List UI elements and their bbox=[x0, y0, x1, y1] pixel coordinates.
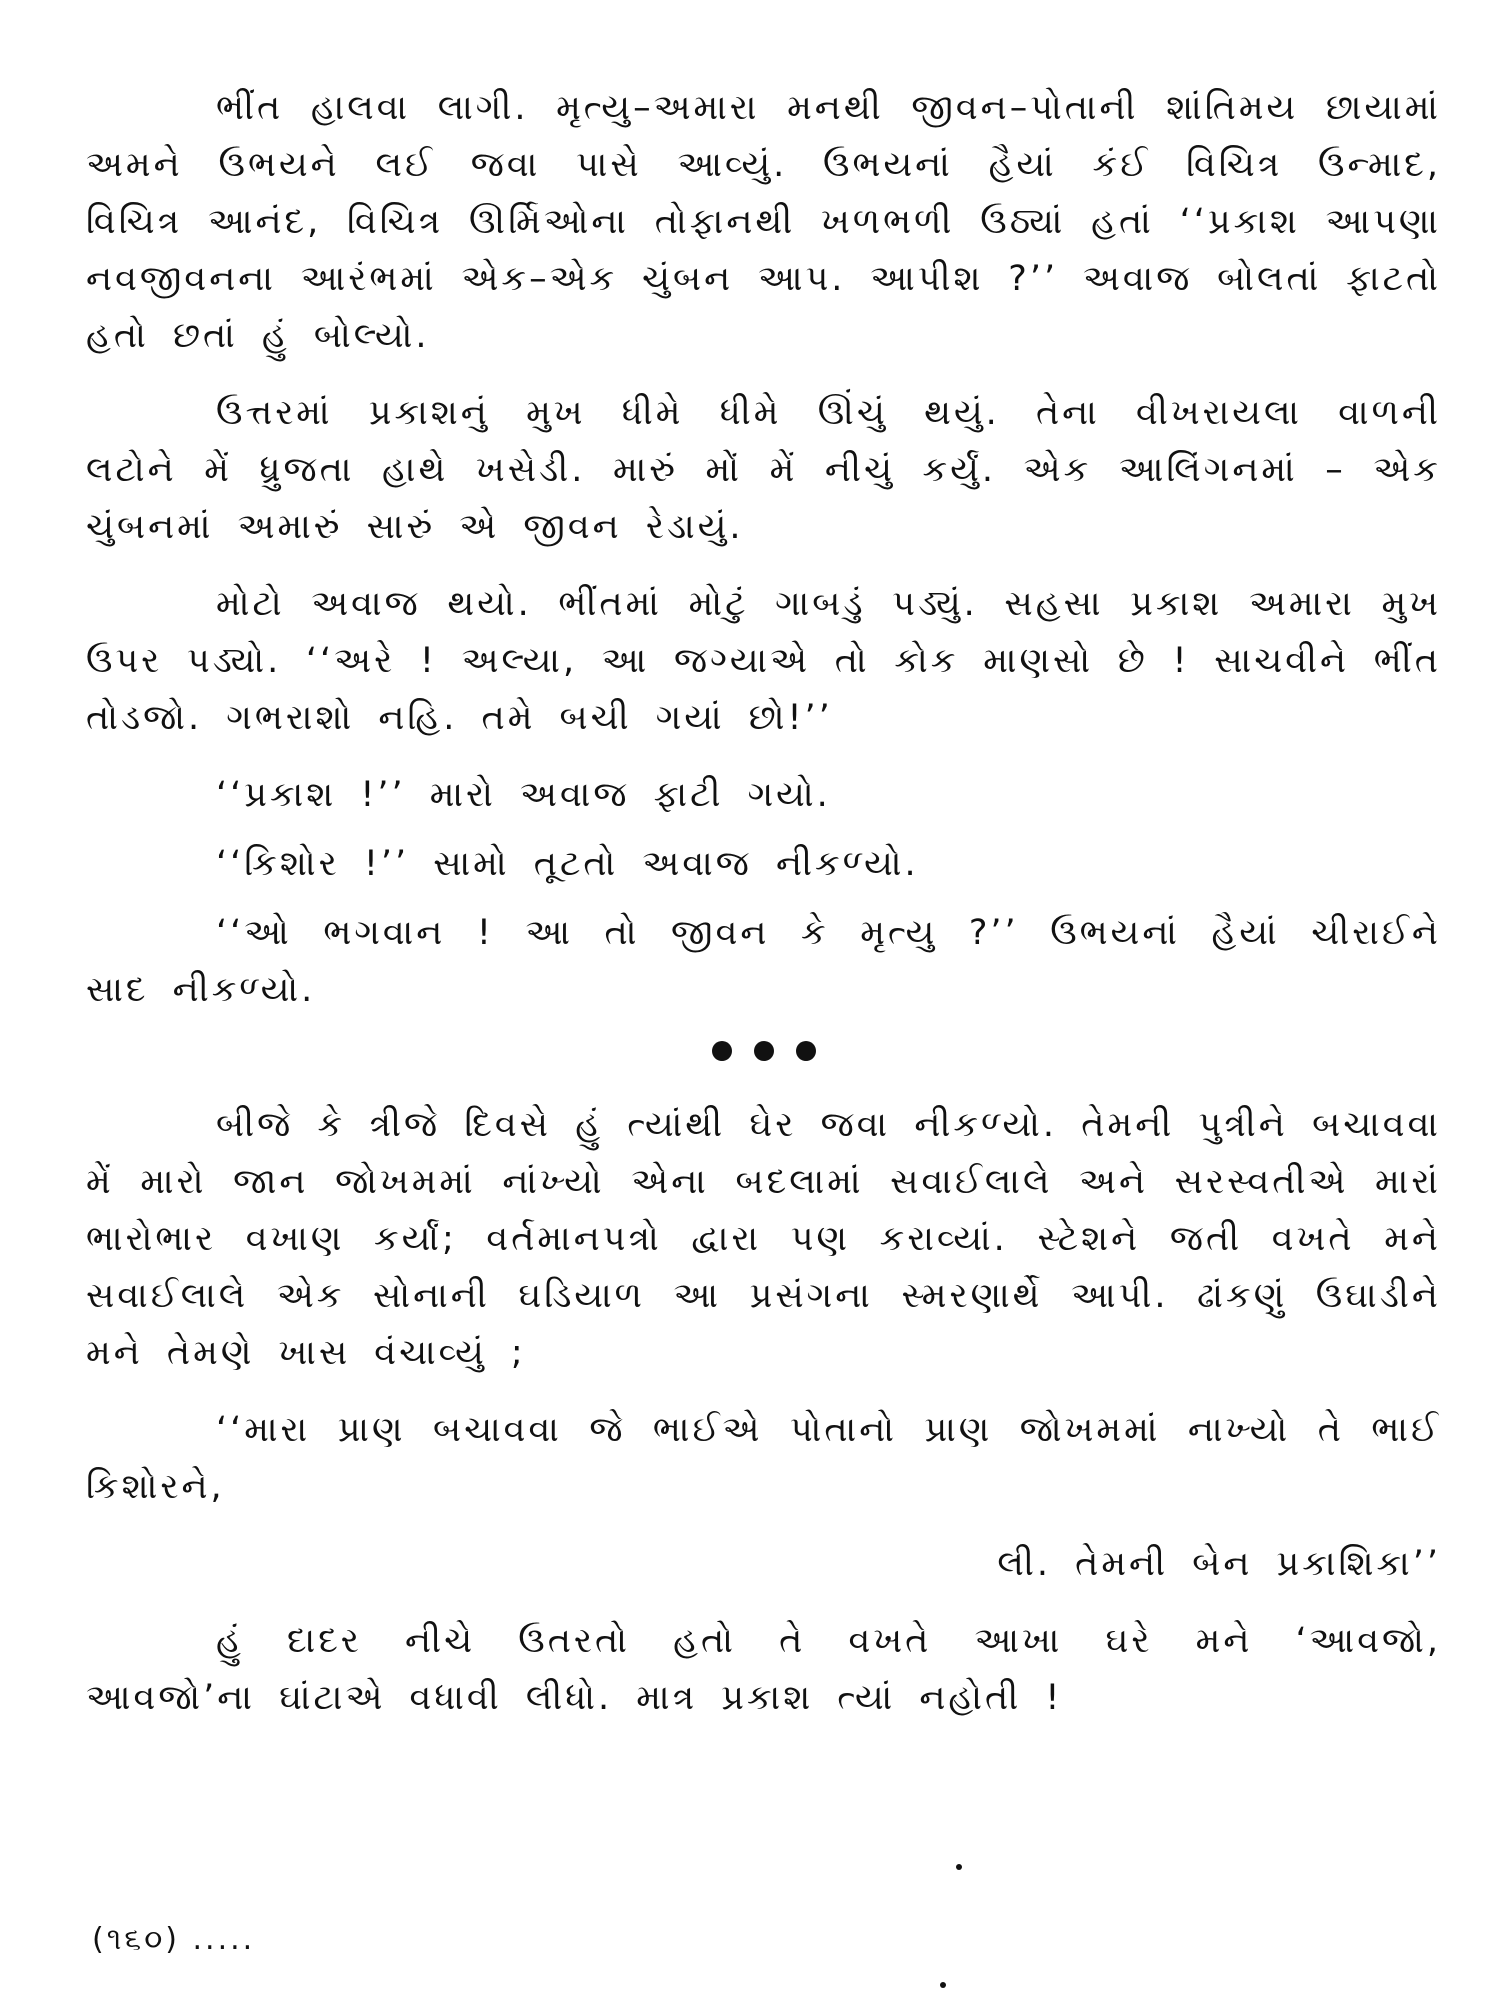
paragraph-wall-shaking: ભીંત હાલવા લાગી. મૃત્યુ–અમારા મનથી જીવન–પોતાની શાંતિમય છાયામાં અમને ઉભયને લઈ જવા પાસે આવ્યું. ઉભયનાં હૈયાં કંઈ વિચિત્ર ઉન્માદ, વિચિત્ર આનંદ, વિચિત્ર ઊર્મિઓના તોફાનથી ખળભળી ઉઠ્યાં હતાં ‘‘પ્રકાશ આપણા નવજીવનના આરંભમાં એક–એક ચુંબન આપ. આપીશ ?’’ અવાજ બોલતાં ફાટતો હતો છતાં હું બોલ્યો. bbox=[86, 88, 1441, 356]
divider-dot bbox=[754, 1041, 774, 1061]
divider-dot bbox=[712, 1041, 732, 1061]
divider-dot bbox=[796, 1041, 816, 1061]
ink-speck bbox=[940, 1982, 946, 1988]
paragraph-rescue: મોટો અવાજ થયો. ભીંતમાં મોટું ગાબડું પડ્યું. સહસા પ્રકાશ અમારા મુખ ઉપર પડ્યો. ‘‘અરે ! અલ્યા, આ જગ્યાએ તો કોક માણસો છે ! સાચવીને ભીંત તોડજો. ગભરાશો નહિ. તમે બચી ગયાં છો!’’ bbox=[86, 584, 1441, 738]
paragraph-departure: બીજે કે ત્રીજે દિવસે હું ત્યાંથી ઘેર જવા નીકળ્યો. તેમની પુત્રીને બચાવવા મેં મારો જાન જોખમમાં નાંખ્યો એના બદલામાં સવાઈલાલે અને સરસ્વતીએ મારાં ભારોભાર વખાણ કર્યાં; વર્તમાનપત્રો દ્વારા પણ કરાવ્યાં. સ્ટેશને જતી વખતે મને સવાઈલાલે એક સોનાની ઘડિયાળ આ પ્રસંગના સ્મરણાર્થે આપી. ઢાંકણું ઉઘાડીને મને તેમણે ખાસ વંચાવ્યું ; bbox=[86, 1105, 1441, 1373]
dialog-kishor: ‘‘કિશોર !’’ સામો તૂટતો અવાજ નીકળ્યો. bbox=[216, 844, 919, 884]
signature-line: લી. તેમની બેન પ્રકાશિકા’’ bbox=[997, 1544, 1441, 1584]
ink-speck bbox=[956, 1864, 962, 1870]
dialog-bhagwan: ‘‘ઓ ભગવાન ! આ તો જીવન કે મૃત્યુ ?’’ ઉભયનાં હૈયાં ચીરાઈને સાદ નીકળ્યો. bbox=[86, 913, 1441, 1010]
dialog-prakash: ‘‘પ્રકાશ !’’ મારો અવાજ ફાટી ગયો. bbox=[216, 775, 831, 815]
paragraph-farewell: હું દાદર નીચે ઉતરતો હતો તે વખતે આખા ઘરે મને ‘આવજો, આવજો’ના ઘાંટાએ વધાવી લીધો. માત્ર પ્રકાશ ત્યાં નહોતી ! bbox=[86, 1621, 1441, 1718]
page-body bbox=[86, 80, 1441, 1747]
page-number: (૧૬૦) ..... bbox=[92, 1922, 256, 1957]
paragraph-kiss: ઉત્તરમાં પ્રકાશનું મુખ ધીમે ધીમે ઊંચું થયું. તેના વીખરાયલા વાળની લટોને મેં ધ્રુજતા હાથે ખસેડી. મારું મોં મેં નીચું કર્યું. એક આલિંગનમાં – એક ચુંબનમાં અમારું સારું એ જીવન રેડાયું. bbox=[86, 393, 1441, 547]
section-divider bbox=[86, 1041, 1441, 1061]
paragraph-watch-inscription: ‘‘મારા પ્રાણ બચાવવા જે ભાઈએ પોતાનો પ્રાણ જોખમમાં નાખ્યો તે ભાઈ કિશોરને, bbox=[86, 1410, 1441, 1507]
